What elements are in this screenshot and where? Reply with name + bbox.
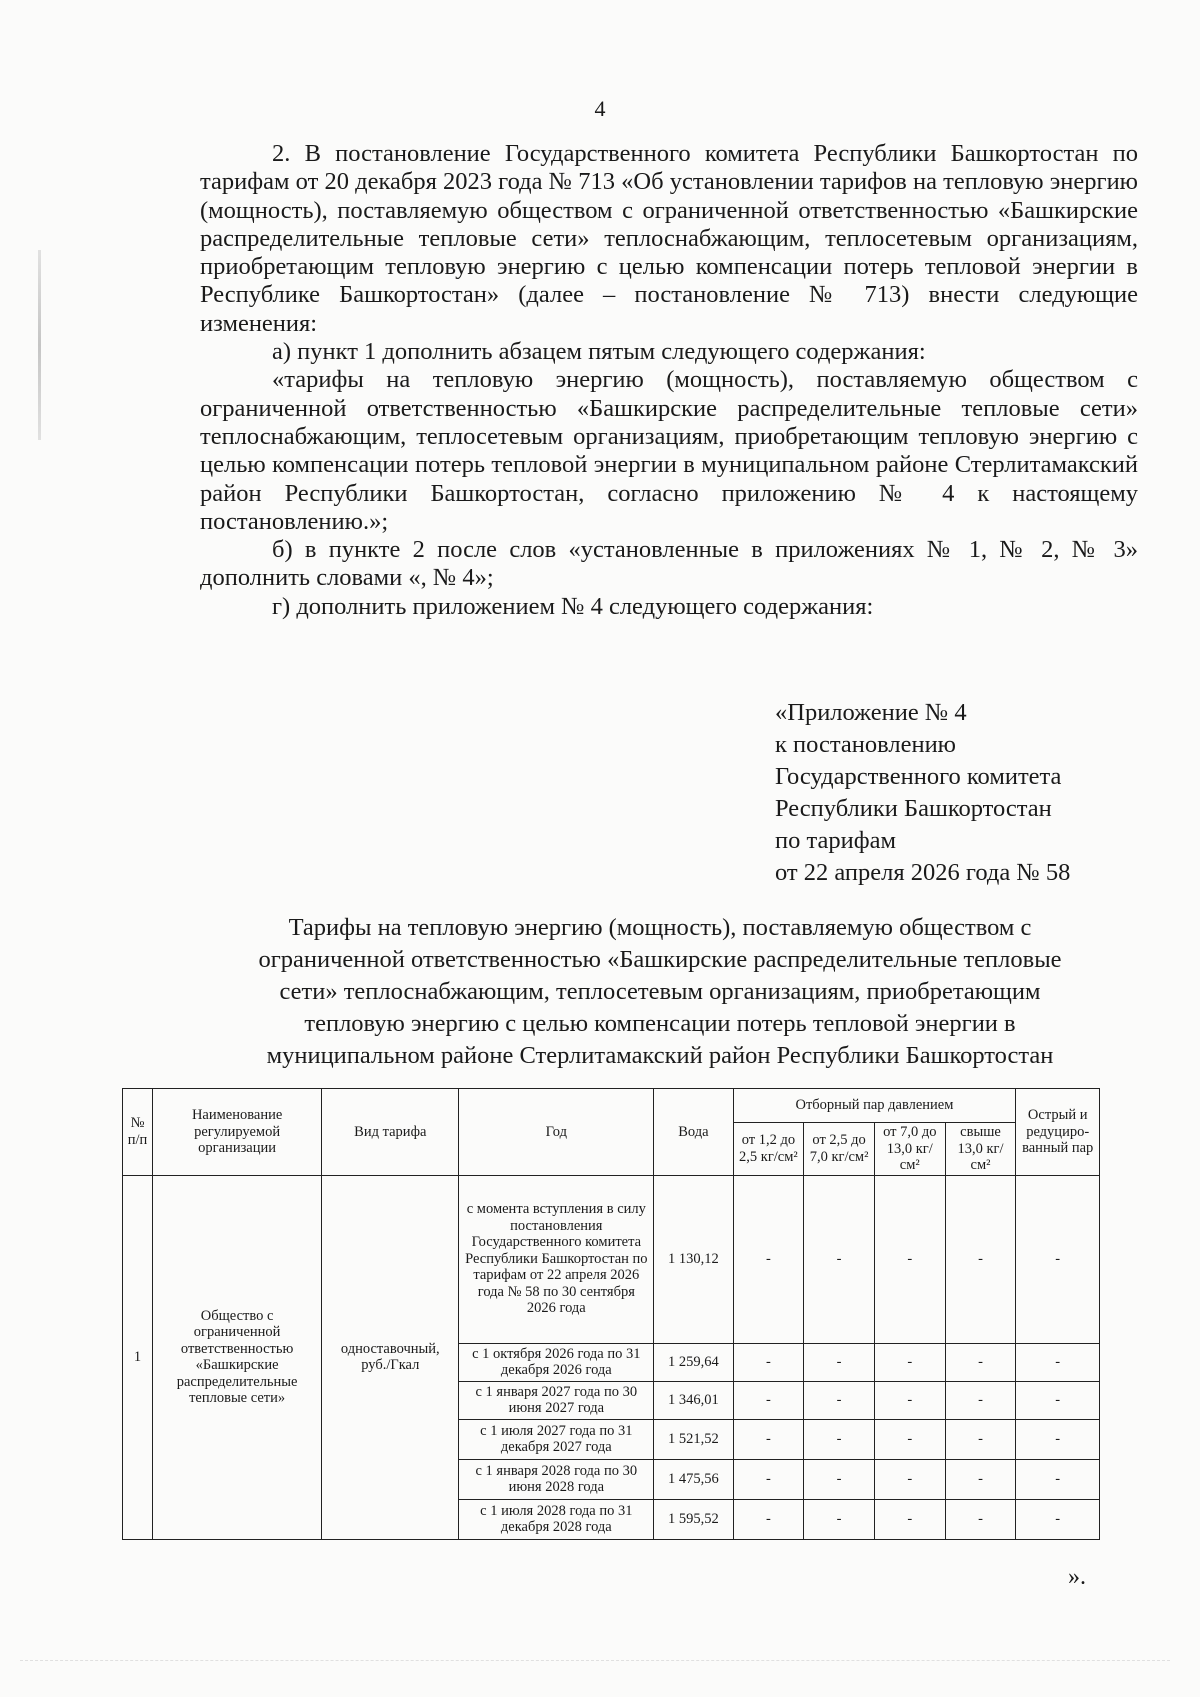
- cell-steam-4: -: [945, 1381, 1016, 1419]
- header-sharp-steam: Острый и редуциро-ванный пар: [1016, 1089, 1100, 1176]
- table-title-line: ограниченной ответственностью «Башкирские распределительные тепловые: [258, 946, 1062, 973]
- cell-period: с 1 июля 2027 года по 31 декабря 2027 года: [459, 1419, 654, 1459]
- paragraph-quote: «тарифы на тепловую энергию (мощность), поставляемую обществом с ограниченной ответственностью «Башкирские распределительные тепловые сети» теплоснабжающим, теплосетевым организациям, приобретающим тепловую энергию с целью компенсации потерь тепловой энергии в муниципальном районе Стерлитамакский район Республики Башкортостан, согласно приложению № 4 к настоящему постановлению.»;: [200, 366, 1138, 535]
- cell-sharp-steam: -: [1016, 1343, 1100, 1381]
- closing-quote-mark: ».: [1068, 1564, 1086, 1590]
- cell-steam-2: -: [804, 1175, 875, 1343]
- cell-water: 1 130,12: [654, 1175, 733, 1343]
- table-title: [180, 912, 1140, 1072]
- cell-sharp-steam: -: [1016, 1175, 1100, 1343]
- cell-steam-1: -: [733, 1381, 804, 1419]
- cell-sharp-steam: -: [1016, 1419, 1100, 1459]
- cell-steam-2: -: [804, 1343, 875, 1381]
- paragraph-amendment-intro: 2. В постановление Государственного комитета Республики Башкортостан по тарифам от 20 декабря 2023 года № 713 «Об установлении тарифов на тепловую энергию (мощность), поставляемую обществом с ограниченной ответственностью «Башкирские распределительные тепловые сети» теплоснабжающим, теплосетевым организациям, приобретающим тепловую энергию с целью компенсации потерь тепловой энергии в Республике Башкортостан» (далее – постановление № 713) внести следующие изменения:: [200, 140, 1138, 337]
- cell-sharp-steam: -: [1016, 1381, 1100, 1419]
- cell-steam-3: -: [874, 1343, 945, 1381]
- appendix-line: «Приложение № 4: [775, 699, 967, 726]
- cell-steam-1: -: [733, 1175, 804, 1343]
- appendix-line: по тарифам: [775, 827, 896, 854]
- cell-period: с 1 июля 2028 года по 31 декабря 2028 года: [459, 1499, 654, 1539]
- header-steam-4: свыше 13,0 кг/см²: [945, 1123, 1016, 1176]
- cell-steam-3: -: [874, 1381, 945, 1419]
- cell-steam-1: -: [733, 1343, 804, 1381]
- cell-steam-3: -: [874, 1175, 945, 1343]
- paragraph-item-b: б) в пункте 2 после слов «установленные в приложениях № 1, № 2, № 3» дополнить словами «, № 4»;: [200, 536, 1138, 592]
- table-row: [123, 1175, 1100, 1343]
- table-title-line: сети» теплоснабжающим, теплосетевым организациям, приобретающим: [279, 978, 1041, 1005]
- header-tariff-type: Вид тарифа: [322, 1089, 459, 1176]
- cell-steam-2: -: [804, 1381, 875, 1419]
- header-steam-2: от 2,5 до 7,0 кг/см²: [804, 1123, 875, 1176]
- cell-steam-3: -: [874, 1459, 945, 1499]
- cell-period: с 1 октября 2026 года по 31 декабря 2026 года: [459, 1343, 654, 1381]
- cell-period: с 1 января 2027 года по 30 июня 2027 года: [459, 1381, 654, 1419]
- header-steam-1: от 1,2 до 2,5 кг/см²: [733, 1123, 804, 1176]
- cell-water: 1 346,01: [654, 1381, 733, 1419]
- cell-steam-4: -: [945, 1459, 1016, 1499]
- cell-steam-2: -: [804, 1459, 875, 1499]
- header-steam-group: Отборный пар давлением: [733, 1089, 1016, 1123]
- cell-steam-2: -: [804, 1499, 875, 1539]
- cell-period: с 1 января 2028 года по 30 июня 2028 года: [459, 1459, 654, 1499]
- cell-water: 1 259,64: [654, 1343, 733, 1381]
- cell-steam-3: -: [874, 1419, 945, 1459]
- paragraph-item-g: г) дополнить приложением № 4 следующего содержания:: [272, 592, 874, 620]
- cell-water: 1 595,52: [654, 1499, 733, 1539]
- cell-steam-4: -: [945, 1419, 1016, 1459]
- cell-steam-4: -: [945, 1499, 1016, 1539]
- table-title-line: тепловую энергию с целью компенсации потерь тепловой энергии в: [304, 1010, 1016, 1037]
- scan-artifact: [38, 250, 41, 440]
- appendix-line: Республики Башкортостан: [775, 795, 1052, 822]
- cell-sharp-steam: -: [1016, 1499, 1100, 1539]
- cell-steam-1: -: [733, 1459, 804, 1499]
- appendix-line: от 22 апреля 2026 года № 58: [775, 859, 1071, 886]
- cell-steam-1: -: [733, 1499, 804, 1539]
- appendix-line: к постановлению: [775, 731, 956, 758]
- cell-tariff-type: одноставочный, руб./Гкал: [322, 1175, 459, 1539]
- cell-water: 1 521,52: [654, 1419, 733, 1459]
- header-steam-3: от 7,0 до 13,0 кг/см²: [874, 1123, 945, 1176]
- cell-organization: Общество с ограниченной ответственностью «Башкирские распределительные тепловые сети»: [152, 1175, 321, 1539]
- appendix-header: [775, 697, 1155, 889]
- cell-period: с момента вступления в силу постановления Государственного комитета Республики Башкортостан по тарифам от 22 апреля 2026 года № 58 по 30 сентября 2026 года: [459, 1175, 654, 1343]
- appendix-line: Государственного комитета: [775, 763, 1062, 790]
- cell-steam-3: -: [874, 1499, 945, 1539]
- tariff-table: [122, 1088, 1100, 1540]
- cell-steam-4: -: [945, 1175, 1016, 1343]
- body-text: [200, 140, 1138, 621]
- header-num: № п/п: [123, 1089, 153, 1176]
- page-number: 4: [594, 96, 606, 121]
- cell-steam-1: -: [733, 1419, 804, 1459]
- cell-water: 1 475,56: [654, 1459, 733, 1499]
- cell-sharp-steam: -: [1016, 1459, 1100, 1499]
- table-title-line: Тарифы на тепловую энергию (мощность), поставляемую обществом с: [288, 914, 1032, 941]
- header-organization: Наименование регулируемой организации: [152, 1089, 321, 1176]
- cell-steam-4: -: [945, 1343, 1016, 1381]
- cell-num: 1: [123, 1175, 153, 1539]
- table-header-row: [123, 1089, 1100, 1123]
- cell-steam-2: -: [804, 1419, 875, 1459]
- scan-artifact: [20, 1660, 1170, 1661]
- table-title-line: муниципальном районе Стерлитамакский район Республики Башкортостан: [266, 1042, 1054, 1069]
- paragraph-item-a: а) пункт 1 дополнить абзацем пятым следующего содержания:: [272, 338, 926, 366]
- header-water: Вода: [654, 1089, 733, 1176]
- header-year: Год: [459, 1089, 654, 1176]
